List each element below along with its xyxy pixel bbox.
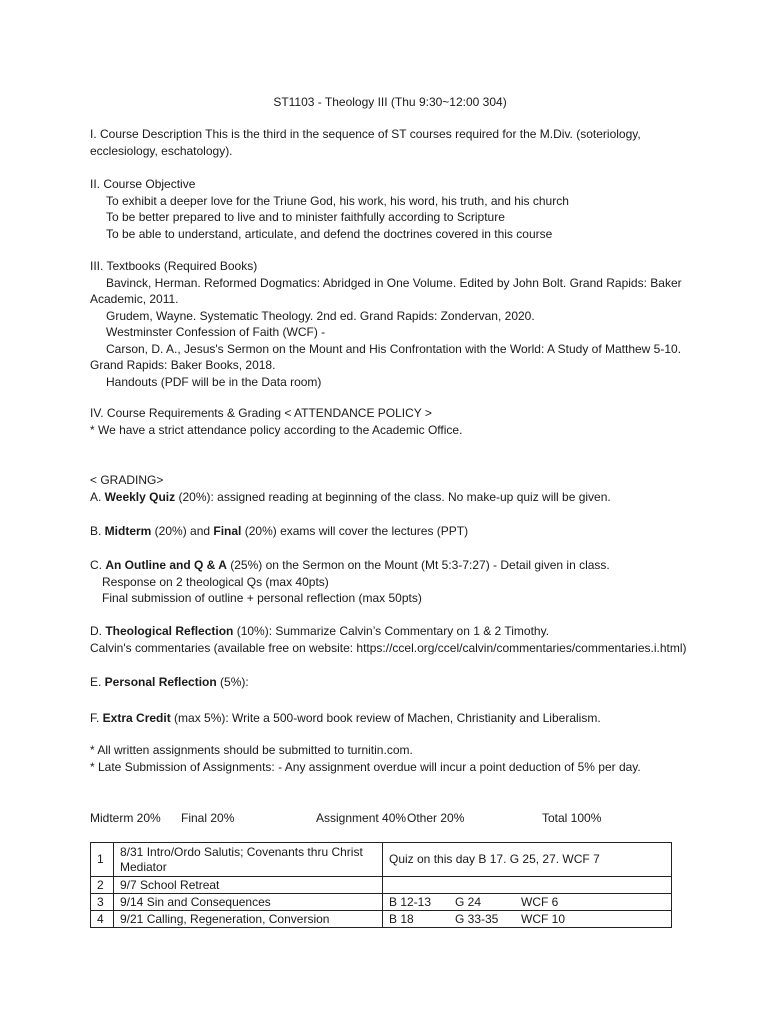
- textbook-grudem: Grudem, Wayne. Systematic Theology. 2nd ed. Grand Rapids: Zondervan, 2020.: [106, 308, 535, 323]
- final-label: Final: [213, 524, 242, 538]
- weekly-quiz-label: Weekly Quiz: [104, 490, 176, 504]
- textbook-bavinck-cont: Academic, 2011.: [90, 292, 179, 306]
- row-readings: B 12-13 G 24 WCF 6: [383, 894, 672, 911]
- personal-reflection-label: Personal Reflection: [104, 675, 217, 689]
- outline-qa-label: An Outline and Q & A: [105, 558, 227, 572]
- textbook-bavinck: Bavinck, Herman. Reformed Dogmatics: Abridged in One Volume. Edited by John Bolt. Grand Rapids: Baker: [106, 275, 682, 290]
- textbook-wcf: Westminster Confession of Faith (WCF) -: [106, 325, 326, 339]
- row-readings: Quiz on this day B 17. G 25, 27. WCF 7: [383, 843, 672, 877]
- textbooks-heading: III. Textbooks (Required Books): [90, 259, 258, 273]
- textbook-carson-cont: Grand Rapids: Baker Books, 2018.: [90, 358, 276, 372]
- textbook-carson: Carson, D. A., Jesus's Sermon on the Mount and His Confrontation with the World: A Study of Matthew 5-10.: [106, 341, 682, 356]
- grading-item-c: C. An Outline and Q & A (25%) on the Sermon on the Mount (Mt 5:3-7:27) - Detail given in class. Response on 2 theological Qs (max 40pts) Final submission of outline + personal reflection (max 50pts): [90, 557, 690, 607]
- grading-c-sub: Response on 2 theological Qs (max 40pts): [102, 574, 329, 589]
- objective-item: To be better prepared to live and to minister faithfully according to Scripture: [106, 210, 505, 224]
- submission-notes: [90, 742, 690, 775]
- objective-heading: II. Course Objective: [90, 177, 196, 191]
- row-topic: 9/7 School Retreat: [114, 877, 383, 894]
- requirements-heading: IV. Course Requirements & Grading < ATTENDANCE POLICY >: [90, 406, 432, 420]
- summary-midterm: Midterm 20%: [90, 811, 161, 825]
- document-title: ST1103 - Theology III (Thu 9:30~12:00 304): [273, 95, 507, 109]
- turnitin-note: * All written assignments should be submitted to turnitin.com.: [90, 743, 413, 757]
- midterm-label: Midterm: [104, 524, 152, 538]
- grading-item-a: A. Weekly Quiz (20%): assigned reading at beginning of the class. No make-up quiz will be given.: [90, 490, 611, 504]
- row-number: 3: [91, 894, 114, 911]
- grading-item-b: B. Midterm (20%) and Final (20%) exams will cover the lectures (PPT): [90, 524, 469, 538]
- row-readings: B 18 G 33-35 WCF 10: [383, 911, 672, 928]
- row-topic: 9/21 Calling, Regeneration, Conversion: [114, 911, 383, 928]
- grading-item-e: E. Personal Reflection (5%):: [90, 675, 249, 689]
- calvin-commentaries-note: Calvin's commentaries (available free on website: https://ccel.org/ccel/calvin/commentaries/commentaries.i.html): [90, 640, 687, 655]
- attendance-note: * We have a strict attendance policy according to the Academic Office.: [90, 422, 463, 437]
- grading-c-sub: Final submission of outline + personal reflection (max 50pts): [102, 591, 422, 605]
- course-objective-section: [90, 176, 690, 242]
- theological-reflection-label: Theological Reflection: [105, 624, 234, 638]
- course-description: I. Course Description This is the third in the sequence of ST courses required for the M.Div. (soteriology, ecclesiology, eschatology).: [90, 127, 641, 158]
- summary-total: Total 100%: [542, 811, 602, 825]
- row-topic: 9/14 Sin and Consequences: [114, 894, 383, 911]
- row-number: 2: [91, 877, 114, 894]
- row-readings: [383, 877, 672, 894]
- grade-summary: [90, 810, 690, 826]
- summary-assignment: Assignment 40%: [316, 811, 407, 825]
- late-submission-note: * Late Submission of Assignments: - Any assignment overdue will incur a point deduction of 5% per day.: [90, 759, 641, 774]
- objective-item: To exhibit a deeper love for the Triune God, his work, his word, his truth, and his church: [106, 193, 569, 208]
- textbook-handouts: Handouts (PDF will be in the Data room): [106, 374, 322, 389]
- table-row: [91, 843, 672, 877]
- objective-item: To be able to understand, articulate, and defend the doctrines covered in this course: [106, 226, 553, 241]
- grading-item-d: D. Theological Reflection (10%): Summarize Calvin’s Commentary on 1 & 2 Timothy. Calvin's commentaries (available free on website: https://ccel.org/ccel/calvin/commentaries/commentaries.i.html): [90, 623, 690, 656]
- requirements-section: [90, 405, 690, 438]
- textbooks-section: [90, 258, 690, 390]
- summary-final: Final 20%: [181, 811, 235, 825]
- row-topic: 8/31 Intro/Ordo Salutis; Covenants thru Christ Mediator: [114, 843, 383, 877]
- table-row: [91, 894, 672, 911]
- summary-other: Other 20%: [407, 811, 465, 825]
- schedule-table: [90, 842, 672, 928]
- table-row: [91, 877, 672, 894]
- row-number: 1: [91, 843, 114, 877]
- grading-item-f: F. Extra Credit (max 5%): Write a 500-word book review of Machen, Christianity and Liberalism.: [90, 711, 601, 725]
- row-number: 4: [91, 911, 114, 928]
- table-row: [91, 911, 672, 928]
- extra-credit-label: Extra Credit: [102, 711, 171, 725]
- grading-heading: < GRADING>: [90, 473, 164, 487]
